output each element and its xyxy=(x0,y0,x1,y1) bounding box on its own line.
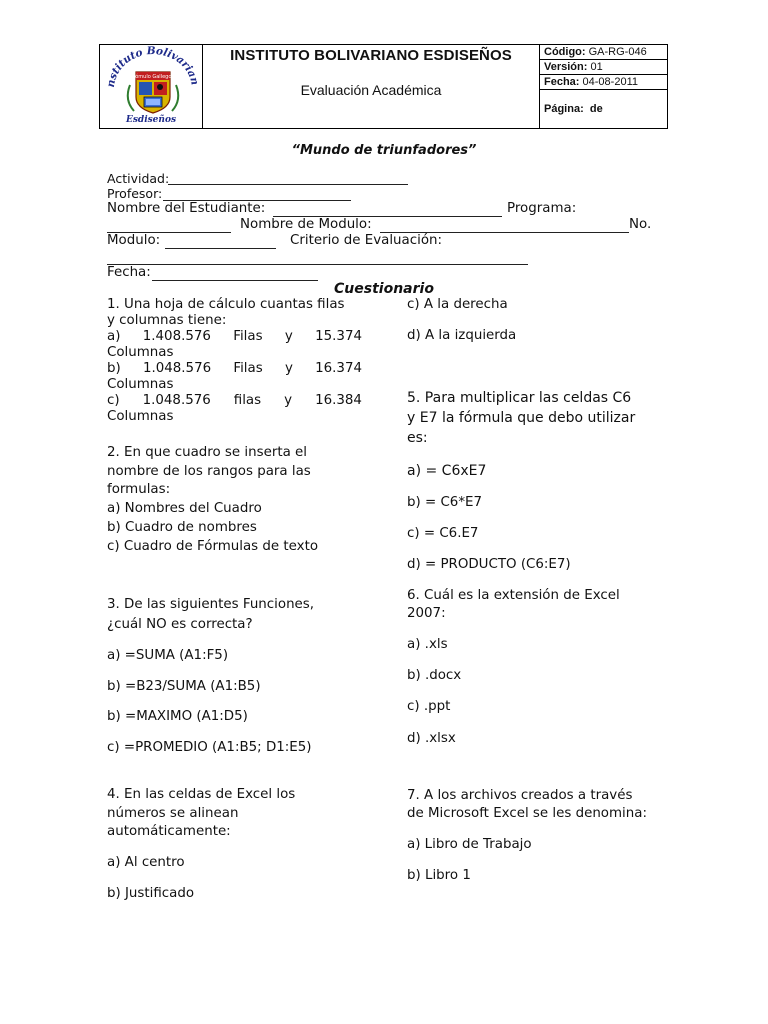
q2-line1: 2. En que cuadro se inserta el xyxy=(107,445,308,460)
q4-option-a[interactable]: a) Al centro xyxy=(107,855,185,870)
q1-option-b-unit: Columnas xyxy=(107,377,174,392)
actividad-label: Actividad: xyxy=(107,171,170,186)
no-label: No. xyxy=(629,217,652,232)
question-2 xyxy=(107,444,318,556)
fecha-value: 04-08-2011 xyxy=(582,76,638,88)
q4-line3: automáticamente: xyxy=(107,824,231,839)
q1-option-a[interactable]: a) 1.408.576 Filas y 15.374 xyxy=(107,329,362,344)
institute-name: INSTITUTO BOLIVARIANO ESDISEÑOS xyxy=(230,47,512,64)
q5-line1: 5. Para multiplicar las celdas C6 xyxy=(407,390,632,406)
logo-arc-text: nstituto Bolivarian xyxy=(104,45,201,89)
evaluation-name: Evaluación Académica xyxy=(300,82,442,98)
pagina-label: Página: xyxy=(544,103,584,115)
q3-option-d[interactable]: c) =PROMEDIO (A1:B5; D1:E5) xyxy=(107,740,312,755)
title-cell xyxy=(203,45,540,128)
question-1 xyxy=(107,297,362,425)
logo-cell xyxy=(100,45,203,128)
modulo-label: Modulo: xyxy=(107,233,161,248)
q1-option-a-unit: Columnas xyxy=(107,345,174,360)
document-meta xyxy=(540,45,667,128)
q2-option-c[interactable]: c) Cuadro de Fórmulas de texto xyxy=(107,538,319,554)
q3-line1: 3. De las siguientes Funciones, xyxy=(107,597,315,612)
version-label: Versión: xyxy=(544,61,588,73)
q4-line2: números se alinean xyxy=(107,806,239,821)
q5-option-a[interactable]: a) = C6xE7 xyxy=(407,463,487,479)
fecha-form-label: Fecha: xyxy=(107,265,151,280)
codigo-row xyxy=(540,45,667,60)
q4-option-c[interactable]: c) A la derecha xyxy=(407,297,508,312)
q7-option-b[interactable]: b) Libro 1 xyxy=(407,868,471,883)
q5-option-b[interactable]: b) = C6*E7 xyxy=(407,495,483,510)
q7-line1: 7. A los archivos creados a través xyxy=(407,788,633,803)
profesor-label: Profesor: xyxy=(107,186,163,201)
version-row xyxy=(540,60,667,75)
q2-option-a[interactable]: a) Nombres del Cuadro xyxy=(107,501,262,517)
q6-option-d[interactable]: d) .xlsx xyxy=(407,731,456,746)
document-header xyxy=(99,44,668,129)
q4-option-d[interactable]: d) A la izquierda xyxy=(407,328,517,343)
codigo-value: GA-RG-046 xyxy=(588,46,647,58)
q2-option-b[interactable]: b) Cuadro de nombres xyxy=(107,519,257,535)
logo-bottom-text: Esdiseños xyxy=(125,115,177,125)
criterio-label: Criterio de Evaluación: xyxy=(290,233,443,248)
institute-logo xyxy=(100,45,203,129)
q3-line2: ¿cuál NO es correcta? xyxy=(107,617,253,632)
fecha-label: Fecha: xyxy=(544,76,580,88)
q4-option-b[interactable]: b) Justificado xyxy=(107,886,195,901)
q5-option-d[interactable]: d) = PRODUCTO (C6:E7) xyxy=(407,557,571,572)
q6-option-c[interactable]: c) .ppt xyxy=(407,699,451,714)
q2-line2: nombre de los rangos para las xyxy=(107,463,311,479)
q1-option-b[interactable]: b) 1.048.576 Filas y 16.374 xyxy=(107,361,362,376)
q5-option-c[interactable]: c) = C6.E7 xyxy=(407,526,479,541)
q7-option-a[interactable]: a) Libro de Trabajo xyxy=(407,837,532,852)
q6-line2: 2007: xyxy=(407,606,446,621)
logo-banner: Rómulo Gallegos xyxy=(131,74,175,80)
q6-option-b[interactable]: b) .docx xyxy=(407,668,462,683)
q1-line2: y columnas tiene: xyxy=(107,313,227,328)
q3-option-a[interactable]: a) =SUMA (A1:F5) xyxy=(107,648,229,663)
fecha-row xyxy=(540,75,667,90)
document-subtitle: “Mundo de triunfadores” xyxy=(291,143,477,158)
version-value: 01 xyxy=(590,61,603,73)
actividad-line[interactable] xyxy=(168,184,408,185)
nombre-modulo-label: Nombre de Modulo: xyxy=(240,217,372,232)
modulo-line[interactable] xyxy=(165,248,276,249)
q1-line1: 1. Una hoja de cálculo cuantas filas xyxy=(107,297,345,312)
q7-line2: de Microsoft Excel se les denomina: xyxy=(407,806,647,821)
q3-option-b[interactable]: b) =B23/SUMA (A1:B5) xyxy=(107,679,261,694)
q1-option-c[interactable]: c) 1.048.576 filas y 16.384 xyxy=(107,393,362,408)
criterio-line[interactable] xyxy=(107,264,528,265)
q6-line1: 6. Cuál es la extensión de Excel xyxy=(407,588,620,603)
programa-label: Programa: xyxy=(507,201,577,216)
q6-option-a[interactable]: a) .xls xyxy=(407,637,448,652)
pagina-row xyxy=(540,90,667,128)
pagina-de: de xyxy=(589,103,603,115)
q1-option-c-unit: Columnas xyxy=(107,409,174,424)
q5-line2: y E7 la fórmula que debo utilizar xyxy=(407,410,636,426)
codigo-label: Código: xyxy=(544,46,586,58)
q4-line1: 4. En las celdas de Excel los xyxy=(107,787,296,802)
q2-line3: formulas: xyxy=(107,482,171,498)
estudiante-label: Nombre del Estudiante: xyxy=(107,201,266,216)
q5-line3: es: xyxy=(407,430,428,446)
section-title: Cuestionario xyxy=(334,281,434,297)
q3-option-c[interactable]: b) =MAXIMO (A1:D5) xyxy=(107,709,248,724)
